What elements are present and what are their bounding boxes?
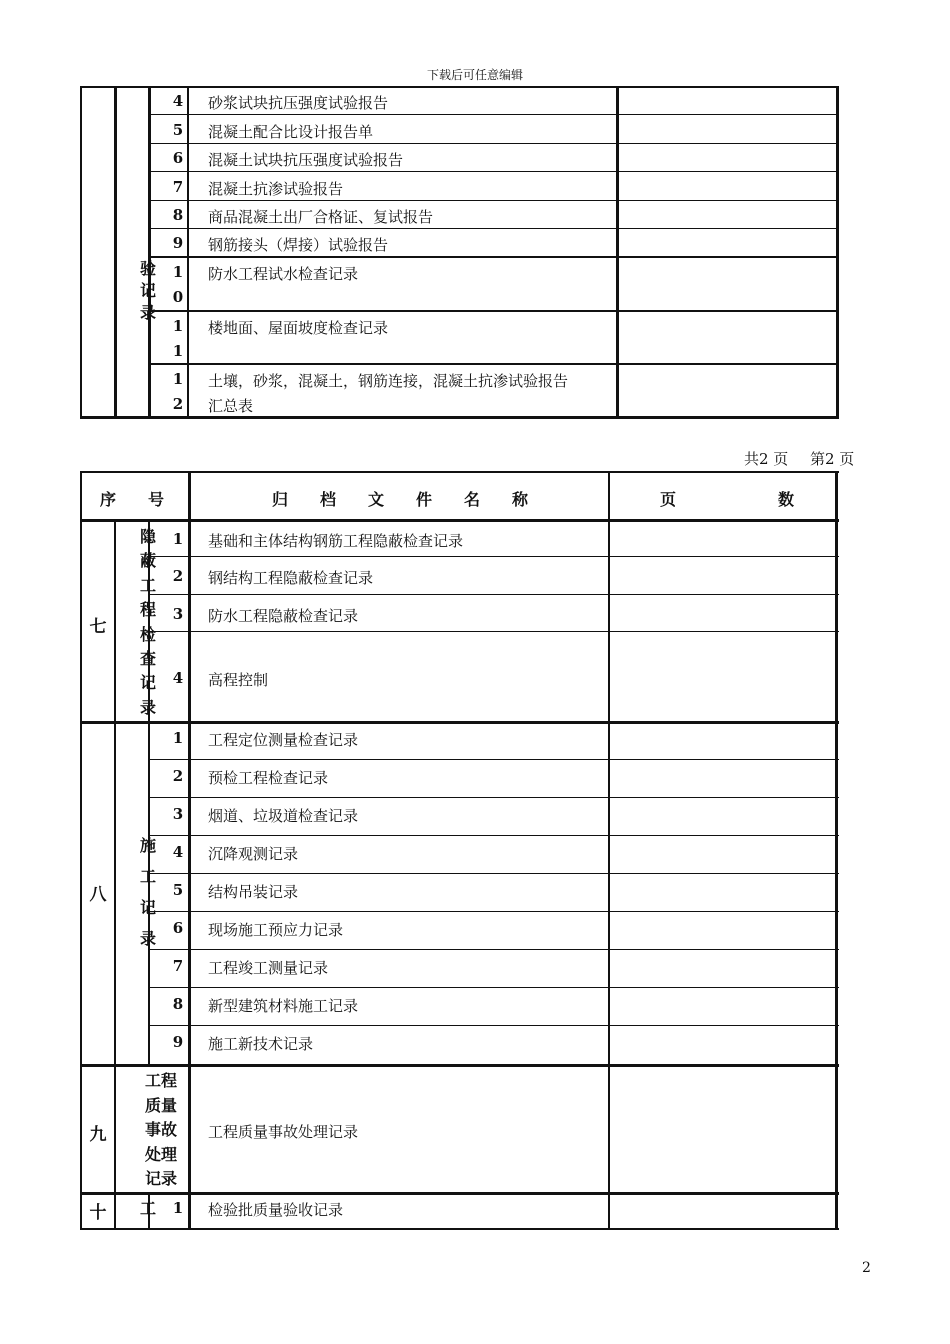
row-number: 4: [172, 669, 184, 687]
row-number: 7: [172, 178, 184, 196]
row-number: 1: [172, 530, 184, 548]
row-number: 1: [172, 729, 184, 747]
page-header-note: 下载后可任意编辑: [426, 68, 523, 82]
row-number: 8: [172, 995, 184, 1013]
header-pages-2: 数: [778, 490, 795, 509]
table-row: 楼地面、屋面坡度检查记录: [208, 319, 389, 337]
category-label: 验 记 录: [139, 259, 156, 322]
table-row: 商品混凝土出厂合格证、复试报告: [208, 208, 434, 226]
table-row: 烟道、垃圾道检查记录: [208, 807, 359, 825]
row-number: 5: [172, 881, 184, 899]
table-row: 混凝土试块抗压强度试验报告: [208, 151, 404, 169]
table-row: 检验批质量验收记录: [208, 1201, 344, 1219]
row-number: 6: [172, 919, 184, 937]
section-nine-number: 九: [89, 1125, 107, 1145]
table-row: 钢筋接头（焊接）试验报告: [208, 236, 389, 254]
table-row: 预检工程检查记录: [208, 769, 329, 787]
table-row: 混凝土配合比设计报告单: [208, 123, 374, 141]
row-number: 2: [172, 767, 184, 785]
table-row: 工程定位测量检查记录: [208, 731, 359, 749]
row-number: 9: [172, 234, 184, 252]
row-number: 3: [172, 605, 184, 623]
header-name: 归 档 文 件 名 称: [272, 490, 529, 509]
row-number: 1: [172, 317, 184, 335]
row-number: 9: [172, 1033, 184, 1051]
row-number: 4: [172, 843, 184, 861]
row-number: 4: [172, 92, 184, 110]
section-seven-label: 隐 蔽 工 程 检 查 记 录: [139, 527, 156, 717]
row-number: 1: [172, 342, 184, 360]
table-row: 防水工程隐蔽检查记录: [208, 607, 359, 625]
row-number: 3: [172, 805, 184, 823]
section-eight-label: 施 工 记 录: [139, 836, 156, 948]
row-number: 1: [172, 263, 184, 281]
row-number: 5: [172, 121, 184, 139]
table-row: 基础和主体结构钢筋工程隐蔽检查记录: [208, 532, 464, 550]
row-number: 2: [172, 395, 184, 413]
total-pages: 共2 页: [744, 450, 789, 468]
table-row: 工程质量事故处理记录: [208, 1123, 359, 1141]
row-number: 8: [172, 206, 184, 224]
table-row: 钢结构工程隐蔽检查记录: [208, 569, 374, 587]
section-eight-number: 八: [89, 885, 107, 905]
row-number: 2: [172, 567, 184, 585]
table-row: 防水工程试水检查记录: [208, 265, 359, 283]
page-number: 2: [862, 1260, 871, 1276]
table-row: 结构吊装记录: [208, 883, 299, 901]
section-ten-number: 十: [89, 1203, 107, 1223]
table-row: 高程控制: [208, 671, 269, 689]
table-row: 混凝土抗渗试验报告: [208, 180, 344, 198]
table-row: 施工新技术记录: [208, 1035, 314, 1053]
table-row: 新型建筑材料施工记录: [208, 997, 359, 1015]
header-pages: 页: [660, 490, 677, 509]
current-page: 第2 页: [810, 450, 855, 468]
row-number: 1: [172, 1199, 184, 1217]
row-number: 0: [172, 288, 184, 306]
table-row: 沉降观测记录: [208, 845, 299, 863]
header-seq: 序 号: [100, 490, 165, 509]
section-ten-label: 工: [139, 1199, 156, 1218]
table-row: 汇总表: [208, 397, 254, 415]
table-row: 现场施工预应力记录: [208, 921, 344, 939]
section-seven-number: 七: [89, 617, 107, 637]
row-number: 7: [172, 957, 184, 975]
row-number: 1: [172, 370, 184, 388]
section-nine-label: 工程 质量 事故 处理 记录: [144, 1071, 177, 1189]
table-row: 工程竣工测量记录: [208, 959, 329, 977]
table-row: 土壤，砂浆，混凝土，钢筋连接，混凝土抗渗试验报告: [208, 372, 569, 390]
row-number: 6: [172, 149, 184, 167]
table-row: 砂浆试块抗压强度试验报告: [208, 94, 389, 112]
